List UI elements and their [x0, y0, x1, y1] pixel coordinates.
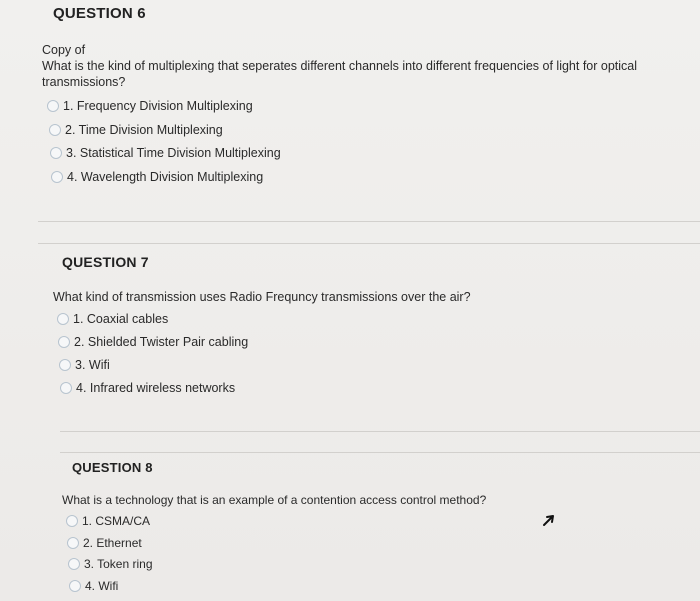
- question-8-option-1[interactable]: [66, 511, 150, 531]
- question-7-text: What kind of transmission uses Radio Frequncy transmissions over the air?: [53, 290, 471, 304]
- option-label: 1. Frequency Division Multiplexing: [63, 99, 253, 113]
- question-6-title: QUESTION 6: [53, 5, 146, 22]
- option-label: 4. Infrared wireless networks: [76, 381, 236, 395]
- option-label: 3. Wifi: [75, 358, 110, 372]
- question-8-option-4[interactable]: [69, 576, 118, 596]
- question-8-text: What is a technology that is an example of a contention access control method?: [62, 493, 487, 507]
- radio-button-icon[interactable]: [60, 382, 72, 394]
- question-6-option-3[interactable]: [50, 143, 281, 163]
- option-label: 3. Statistical Time Division Multiplexing: [66, 146, 281, 160]
- radio-button-icon[interactable]: [66, 515, 78, 527]
- option-label: 2. Ethernet: [83, 536, 142, 550]
- option-label: 2. Shielded Twister Pair cabling: [74, 335, 249, 349]
- radio-button-icon[interactable]: [49, 124, 61, 136]
- question-6-option-4[interactable]: [51, 167, 263, 187]
- question-7-option-4[interactable]: [60, 378, 235, 398]
- divider: [38, 221, 700, 222]
- option-label: 1. CSMA/CA: [82, 514, 151, 528]
- radio-button-icon[interactable]: [57, 313, 69, 325]
- question-6-option-2[interactable]: [49, 120, 223, 140]
- option-label: 2. Time Division Multiplexing: [65, 123, 223, 137]
- radio-button-icon[interactable]: [51, 171, 63, 183]
- option-label: 3. Token ring: [84, 557, 153, 571]
- option-label: 4. Wavelength Division Multiplexing: [67, 170, 264, 184]
- divider: [60, 452, 700, 453]
- question-8-option-2[interactable]: [67, 533, 142, 553]
- radio-button-icon[interactable]: [58, 336, 70, 348]
- question-7-option-1[interactable]: [57, 309, 168, 329]
- question-7-option-3[interactable]: [59, 355, 110, 375]
- radio-button-icon[interactable]: [50, 147, 62, 159]
- option-label: 1. Coaxial cables: [73, 312, 169, 326]
- radio-button-icon[interactable]: [68, 558, 80, 570]
- question-6-prefix: Copy of: [42, 43, 86, 57]
- question-7-title: QUESTION 7: [62, 254, 149, 270]
- question-6-text: What is the kind of multiplexing that seperates different channels into different frequencies of light for optical transmissions?: [42, 59, 638, 89]
- option-label: 4. Wifi: [85, 579, 119, 593]
- question-6-option-1[interactable]: [47, 96, 253, 116]
- question-8-option-3[interactable]: [68, 554, 153, 574]
- radio-button-icon[interactable]: [47, 100, 59, 112]
- divider: [38, 243, 700, 244]
- question-8-title: QUESTION 8: [72, 460, 153, 475]
- divider: [60, 431, 700, 432]
- radio-button-icon[interactable]: [69, 580, 81, 592]
- radio-button-icon[interactable]: [59, 359, 71, 371]
- mouse-cursor-icon: [542, 513, 556, 527]
- question-7-option-2[interactable]: [58, 332, 248, 352]
- radio-button-icon[interactable]: [67, 537, 79, 549]
